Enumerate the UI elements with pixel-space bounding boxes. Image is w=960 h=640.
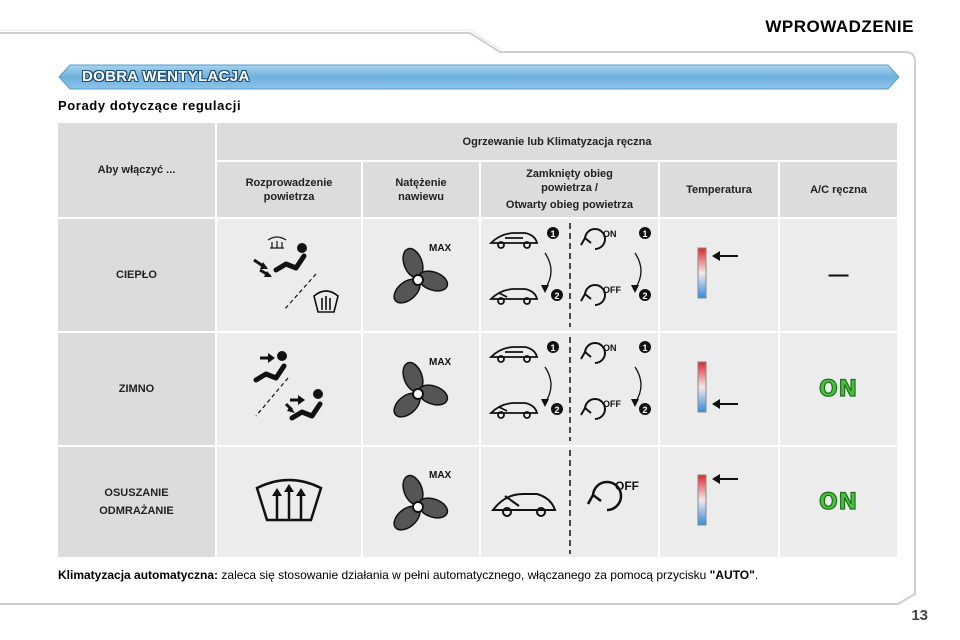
col-recirculation-label-2: Otwarty obieg powietrza xyxy=(505,199,634,211)
airflow-person-icon xyxy=(234,344,344,434)
fan-icon xyxy=(381,462,461,542)
col-air-distribution xyxy=(217,162,361,217)
col-temperature xyxy=(660,162,778,217)
temperature-cell xyxy=(660,333,778,445)
ac-on-badge: ON xyxy=(818,376,859,402)
fan-max-label: MAX xyxy=(429,470,452,481)
col-air-flow-label: Natężenie nawiewu xyxy=(395,176,447,203)
step-label: 2 xyxy=(641,291,648,301)
row-label-heat xyxy=(58,219,215,331)
banner-title: DOBRA WENTYLACJA xyxy=(82,68,250,85)
recirc-off-label: OFF xyxy=(602,285,621,295)
airflow-cell xyxy=(217,447,361,557)
section-subtitle: Porady dotyczące regulacji xyxy=(58,98,242,113)
fan-icon xyxy=(381,235,461,315)
col-air-flow xyxy=(363,162,479,217)
group-header xyxy=(217,123,897,160)
group-header-label: Ogrzewanie lub Klimatyzacja ręczna xyxy=(462,135,652,148)
fan-cell xyxy=(363,333,479,445)
fan-cell xyxy=(363,447,479,557)
recirculation-cell xyxy=(481,219,658,331)
footnote-button-name: "AUTO" xyxy=(709,568,755,582)
step-label: 1 xyxy=(549,343,556,353)
col-ac xyxy=(780,162,897,217)
col-ac-label: A/C ręczna xyxy=(810,183,867,196)
temperature-cell xyxy=(660,219,778,331)
recirc-on-label: ON xyxy=(602,343,616,353)
fan-max-label: MAX xyxy=(429,357,452,368)
windscreen-defrost-icon xyxy=(249,472,329,532)
ac-on-badge: ON xyxy=(818,489,859,515)
ac-value: — xyxy=(828,263,849,286)
table-row xyxy=(58,447,897,557)
recirc-off-label: OFF xyxy=(602,399,621,409)
row-defrost-label-2: ODMRAŻANIE xyxy=(99,505,174,517)
car-air-inlet-icon xyxy=(493,494,555,516)
airflow-person-icon xyxy=(234,230,344,320)
row-label-defrost xyxy=(58,447,215,557)
col-air-distribution-label: Rozprowadzenie powietrza xyxy=(245,176,333,203)
step-label: 1 xyxy=(549,229,556,239)
recirculation-icon xyxy=(485,450,655,554)
recirculation-cell xyxy=(481,333,658,445)
fan-cell xyxy=(363,219,479,331)
recirculation-icon xyxy=(485,337,655,441)
step-label: 2 xyxy=(553,291,560,301)
recirc-on-label: ON xyxy=(602,229,616,239)
row-cold-label: ZIMNO xyxy=(118,383,155,395)
recirculation-cell xyxy=(481,447,658,557)
airflow-cell xyxy=(217,219,361,331)
ac-cell xyxy=(780,219,897,331)
step-label: 1 xyxy=(641,229,648,239)
row-label-cold xyxy=(58,333,215,445)
footnote-end: . xyxy=(754,568,759,582)
footnote-text: zaleca się stosowanie działania w pełni automatycznego, włączanego za pomocą przycisku xyxy=(218,568,710,582)
ac-cell xyxy=(780,333,897,445)
airflow-cell xyxy=(217,333,361,445)
row-heat-label: CIEPŁO xyxy=(116,269,157,281)
step-label: 2 xyxy=(553,405,560,415)
row-defrost-label-1: OSUSZANIE xyxy=(104,487,169,499)
temperature-gauge-icon xyxy=(684,240,754,310)
temperature-cell xyxy=(660,447,778,557)
recirc-off-label: OFF xyxy=(614,479,639,493)
step-label: 2 xyxy=(641,405,648,415)
temperature-gauge-icon xyxy=(684,467,754,537)
col-recirculation-label-1: Zamknięty obieg powietrza / xyxy=(526,168,613,194)
table-row xyxy=(58,219,897,331)
col-recirculation xyxy=(481,162,658,217)
footnote xyxy=(58,569,908,582)
table-row xyxy=(58,333,897,445)
page-number: 13 xyxy=(911,607,928,624)
fan-icon xyxy=(381,349,461,429)
ac-cell xyxy=(780,447,897,557)
ventilation-table xyxy=(56,121,899,559)
corner-label: Aby włączyć ... xyxy=(97,164,176,176)
temperature-gauge-icon xyxy=(684,354,754,424)
fan-max-label: MAX xyxy=(429,243,452,254)
recirculation-icon xyxy=(485,223,655,327)
step-label: 1 xyxy=(641,343,648,353)
page-title: WPROWADZENIE xyxy=(765,17,914,36)
footnote-label: Klimatyzacja automatyczna: xyxy=(58,568,219,582)
col-temperature-label: Temperatura xyxy=(686,183,752,196)
corner-header xyxy=(58,123,215,217)
